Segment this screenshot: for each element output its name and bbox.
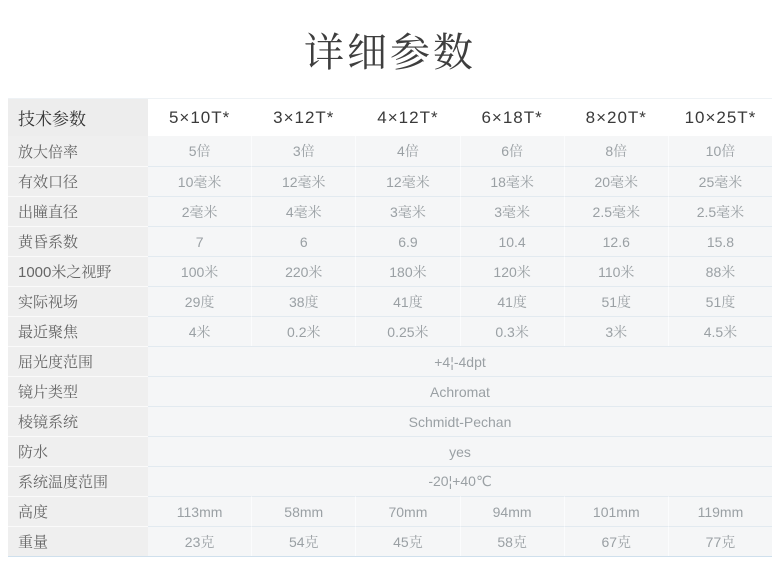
spec-row: [8, 136, 772, 166]
spec-value: 41度: [355, 286, 459, 316]
spec-value: 7: [148, 226, 251, 256]
column-header-model: 8×20T*: [564, 99, 668, 136]
spec-row-label: 高度: [8, 496, 148, 526]
spec-row: [8, 196, 772, 226]
spec-value-span: Achromat: [148, 376, 772, 406]
spec-value: 0.25米: [355, 316, 459, 346]
spec-value: 113mm: [148, 496, 251, 526]
column-header-model: 5×10T*: [148, 99, 251, 136]
table-header-row: [8, 99, 772, 136]
page-title: 详细参数: [304, 30, 476, 75]
spec-value: 110米: [564, 256, 668, 286]
spec-value: 8倍: [564, 136, 668, 166]
spec-table: [8, 98, 772, 557]
spec-value: 10倍: [668, 136, 772, 166]
spec-value: 51度: [668, 286, 772, 316]
spec-value: 10毫米: [148, 166, 251, 196]
table-body: [8, 136, 772, 556]
spec-value: 41度: [460, 286, 564, 316]
spec-row: [8, 256, 772, 286]
spec-value: 67克: [564, 526, 668, 556]
spec-value: 12毫米: [251, 166, 355, 196]
spec-value: 2.5毫米: [564, 196, 668, 226]
spec-value: 6: [251, 226, 355, 256]
spec-value: 15.8: [668, 226, 772, 256]
spec-value: 220米: [251, 256, 355, 286]
table-header-label: 技术参数: [8, 99, 148, 136]
spec-row-label: 放大倍率: [8, 136, 148, 166]
spec-value: 58mm: [251, 496, 355, 526]
spec-row: [8, 496, 772, 526]
spec-row-label: 最近聚焦: [8, 316, 148, 346]
spec-row: [8, 286, 772, 316]
spec-value-span: Schmidt-Pechan: [148, 406, 772, 436]
spec-value: 18毫米: [460, 166, 564, 196]
spec-value: 4米: [148, 316, 251, 346]
spec-value: 29度: [148, 286, 251, 316]
spec-row-label: 黄昏系数: [8, 226, 148, 256]
spec-value: 3米: [564, 316, 668, 346]
spec-row-label: 防水: [8, 436, 148, 466]
spec-row: [8, 346, 772, 376]
spec-row-label: 实际视场: [8, 286, 148, 316]
spec-row: [8, 466, 772, 496]
spec-row: [8, 406, 772, 436]
spec-value: 100米: [148, 256, 251, 286]
spec-value: 54克: [251, 526, 355, 556]
spec-row-label: 1000米之视野: [8, 256, 148, 286]
spec-value: 38度: [251, 286, 355, 316]
spec-value: 58克: [460, 526, 564, 556]
spec-value: 180米: [355, 256, 459, 286]
spec-value: 6倍: [460, 136, 564, 166]
spec-value: 20毫米: [564, 166, 668, 196]
spec-row: [8, 376, 772, 406]
spec-value: 88米: [668, 256, 772, 286]
spec-value: 3倍: [251, 136, 355, 166]
spec-value: 45克: [355, 526, 459, 556]
spec-value: 5倍: [148, 136, 251, 166]
spec-row-label: 镜片类型: [8, 376, 148, 406]
spec-row-label: 出瞳直径: [8, 196, 148, 226]
spec-value-span: yes: [148, 436, 772, 466]
spec-value: 94mm: [460, 496, 564, 526]
spec-row: [8, 526, 772, 556]
spec-value: 120米: [460, 256, 564, 286]
spec-value: 3毫米: [355, 196, 459, 226]
spec-value-span: -20¦+40℃: [148, 466, 772, 496]
spec-row: [8, 436, 772, 466]
spec-value: 77克: [668, 526, 772, 556]
spec-row-label: 有效口径: [8, 166, 148, 196]
column-header-model: 10×25T*: [668, 99, 772, 136]
spec-value: 3毫米: [460, 196, 564, 226]
spec-row: [8, 226, 772, 256]
spec-row-label: 系统温度范围: [8, 466, 148, 496]
spec-value: 4毫米: [251, 196, 355, 226]
spec-value: 119mm: [668, 496, 772, 526]
column-header-model: 4×12T*: [355, 99, 459, 136]
spec-value: 23克: [148, 526, 251, 556]
spec-value: 70mm: [355, 496, 459, 526]
spec-value: 0.3米: [460, 316, 564, 346]
spec-value: 12.6: [564, 226, 668, 256]
spec-row: [8, 166, 772, 196]
column-header-model: 3×12T*: [251, 99, 355, 136]
spec-value-span: +4¦-4dpt: [148, 346, 772, 376]
spec-value: 101mm: [564, 496, 668, 526]
spec-value: 4.5米: [668, 316, 772, 346]
spec-row-label: 棱镜系统: [8, 406, 148, 436]
spec-row-label: 屈光度范围: [8, 346, 148, 376]
spec-value: 12毫米: [355, 166, 459, 196]
spec-value: 25毫米: [668, 166, 772, 196]
spec-value: 2毫米: [148, 196, 251, 226]
spec-row-label: 重量: [8, 526, 148, 556]
spec-value: 6.9: [355, 226, 459, 256]
spec-value: 4倍: [355, 136, 459, 166]
page-header: [0, 0, 780, 98]
spec-value: 0.2米: [251, 316, 355, 346]
spec-value: 2.5毫米: [668, 196, 772, 226]
spec-row: [8, 316, 772, 346]
spec-value: 10.4: [460, 226, 564, 256]
column-header-model: 6×18T*: [460, 99, 564, 136]
spec-value: 51度: [564, 286, 668, 316]
